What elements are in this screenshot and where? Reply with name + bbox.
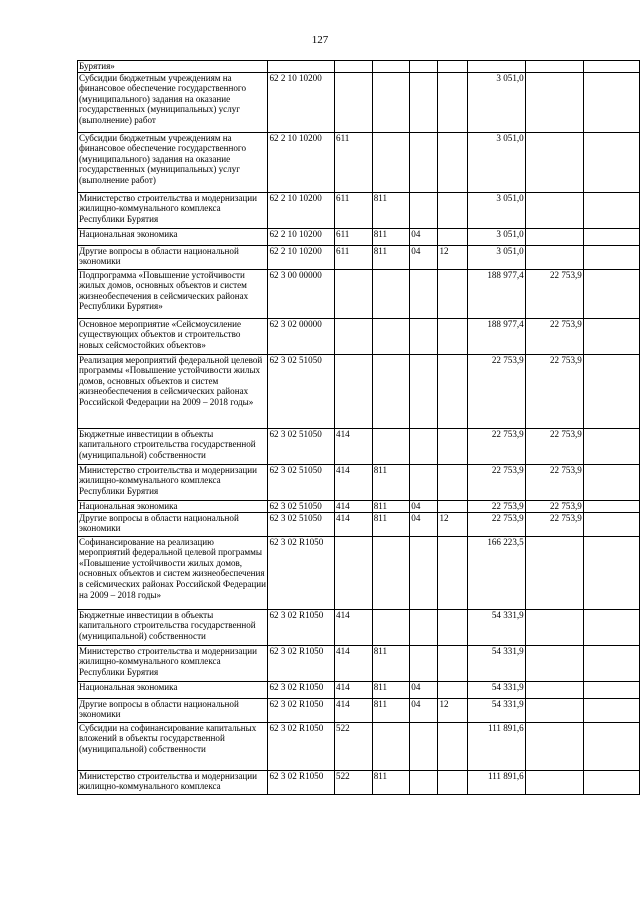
expense-type-cell [335, 72, 373, 132]
subsection-cell [438, 132, 467, 192]
item-name-cell: Министерство строительства и модернизации жилищно-коммунального комплекса Республики Бурятия [78, 192, 268, 228]
administrator-code-cell: 811 [372, 770, 410, 794]
section-cell [410, 318, 438, 354]
amount-year2-cell [525, 132, 583, 192]
amount-year1-cell: 22 753,9 [467, 354, 525, 428]
amount-year3-cell [583, 228, 639, 245]
item-name-cell: Подпрограмма «Повышение устойчивости жилых домов, основных объектов и систем жизнеобеспечения в сейсмических районах Республики Бурятия» [78, 269, 268, 318]
subsection-cell [438, 269, 467, 318]
administrator-code-cell: 811 [372, 512, 410, 536]
item-name-cell: Субсидии на софинансирование капитальных вложений в объекты государственной (муниципальной) собственности [78, 722, 268, 770]
expense-type-cell: 522 [335, 722, 373, 770]
table-row [78, 464, 640, 500]
budget-table-body [78, 61, 640, 795]
target-code-cell: 62 3 02 R1050 [268, 770, 335, 794]
administrator-code-cell: 811 [372, 228, 410, 245]
expense-type-cell: 414 [335, 512, 373, 536]
section-cell [410, 770, 438, 794]
expense-type-cell: 414 [335, 500, 373, 512]
table-row [78, 245, 640, 269]
subsection-cell [438, 61, 467, 73]
amount-year2-cell: 22 753,9 [525, 318, 583, 354]
item-name-cell: Другие вопросы в области национальной экономики [78, 698, 268, 722]
expense-type-cell: 414 [335, 428, 373, 464]
amount-year1-cell [467, 61, 525, 73]
section-cell: 04 [410, 500, 438, 512]
amount-year2-cell [525, 245, 583, 269]
amount-year2-cell: 22 753,9 [525, 512, 583, 536]
expense-type-cell [335, 354, 373, 428]
item-name-cell: Основное мероприятие «Сейсмоусиление существующих объектов и строительство новых сейсмостойких объектов» [78, 318, 268, 354]
expense-type-cell: 611 [335, 132, 373, 192]
target-code-cell: 62 3 02 R1050 [268, 698, 335, 722]
amount-year1-cell: 3 051,0 [467, 192, 525, 228]
amount-year2-cell [525, 536, 583, 609]
amount-year3-cell [583, 609, 639, 645]
table-row [78, 72, 640, 132]
table-row [78, 722, 640, 770]
section-cell [410, 132, 438, 192]
amount-year3-cell [583, 512, 639, 536]
amount-year1-cell: 111 891,6 [467, 722, 525, 770]
expense-type-cell: 414 [335, 609, 373, 645]
administrator-code-cell [372, 318, 410, 354]
section-cell: 04 [410, 228, 438, 245]
amount-year1-cell: 22 753,9 [467, 500, 525, 512]
section-cell [410, 609, 438, 645]
section-cell [410, 61, 438, 73]
table-row [78, 132, 640, 192]
amount-year2-cell [525, 681, 583, 698]
target-code-cell: 62 3 02 51050 [268, 428, 335, 464]
expense-type-cell [335, 536, 373, 609]
item-name-cell: Софинансирование на реализацию мероприятий федеральной целевой программы «Повышение устойчивости жилых домов, основных объектов и систем жизнеобеспечения в сейсмических районах Российской Федерации на 2009 – 2018 годы» [78, 536, 268, 609]
section-cell [410, 72, 438, 132]
item-name-cell: Субсидии бюджетным учреждениям на финансовое обеспечение государственного (муниципального) задания на оказание государственных (муниципальных) услуг (выполнение) работ [78, 72, 268, 132]
table-row [78, 770, 640, 794]
subsection-cell [438, 464, 467, 500]
table-row [78, 428, 640, 464]
administrator-code-cell [372, 428, 410, 464]
amount-year2-cell [525, 645, 583, 681]
section-cell [410, 428, 438, 464]
expense-type-cell: 611 [335, 228, 373, 245]
amount-year1-cell: 166 223,5 [467, 536, 525, 609]
amount-year2-cell: 22 753,9 [525, 428, 583, 464]
expense-type-cell: 414 [335, 698, 373, 722]
table-row [78, 192, 640, 228]
amount-year3-cell [583, 698, 639, 722]
expense-type-cell [335, 318, 373, 354]
amount-year3-cell [583, 428, 639, 464]
section-cell: 04 [410, 681, 438, 698]
section-cell: 04 [410, 245, 438, 269]
amount-year1-cell: 54 331,9 [467, 681, 525, 698]
administrator-code-cell: 811 [372, 192, 410, 228]
amount-year2-cell [525, 698, 583, 722]
amount-year3-cell [583, 500, 639, 512]
administrator-code-cell [372, 354, 410, 428]
subsection-cell [438, 428, 467, 464]
target-code-cell: 62 3 02 R1050 [268, 645, 335, 681]
section-cell [410, 354, 438, 428]
administrator-code-cell: 811 [372, 681, 410, 698]
section-cell: 04 [410, 512, 438, 536]
administrator-code-cell [372, 609, 410, 645]
amount-year3-cell [583, 354, 639, 428]
amount-year2-cell [525, 722, 583, 770]
table-row [78, 228, 640, 245]
target-code-cell: 62 3 02 51050 [268, 512, 335, 536]
section-cell: 04 [410, 698, 438, 722]
table-row [78, 500, 640, 512]
item-name-cell: Реализация мероприятий федеральной целевой программы «Повышение устойчивости жилых домов, основных объектов и систем жизнеобеспечения в сейсмических районах Российской Федерации на 2009 – 2018 годы» [78, 354, 268, 428]
amount-year1-cell: 22 753,9 [467, 464, 525, 500]
administrator-code-cell [372, 132, 410, 192]
amount-year3-cell [583, 681, 639, 698]
section-cell [410, 192, 438, 228]
item-name-cell: Бюджетные инвестиции в объекты капитального строительства государственной (муниципальной) собственности [78, 609, 268, 645]
amount-year2-cell [525, 770, 583, 794]
subsection-cell [438, 318, 467, 354]
administrator-code-cell: 811 [372, 645, 410, 681]
amount-year1-cell: 22 753,9 [467, 512, 525, 536]
administrator-code-cell [372, 269, 410, 318]
item-name-cell: Бурятия» [78, 61, 268, 73]
item-name-cell: Субсидии бюджетным учреждениям на финансовое обеспечение государственного (муниципального) задания на оказание государственных (муниципальных) услуг (выполнение работ) [78, 132, 268, 192]
target-code-cell: 62 2 10 10200 [268, 192, 335, 228]
subsection-cell [438, 770, 467, 794]
expense-type-cell: 414 [335, 681, 373, 698]
target-code-cell: 62 3 02 R1050 [268, 536, 335, 609]
amount-year3-cell [583, 192, 639, 228]
amount-year2-cell [525, 609, 583, 645]
amount-year1-cell: 22 753,9 [467, 428, 525, 464]
amount-year3-cell [583, 61, 639, 73]
amount-year2-cell: 22 753,9 [525, 269, 583, 318]
section-cell [410, 536, 438, 609]
subsection-cell [438, 645, 467, 681]
subsection-cell: 12 [438, 698, 467, 722]
table-row [78, 681, 640, 698]
subsection-cell [438, 72, 467, 132]
target-code-cell: 62 2 10 10200 [268, 228, 335, 245]
target-code-cell: 62 2 10 10200 [268, 132, 335, 192]
expense-type-cell: 414 [335, 645, 373, 681]
amount-year3-cell [583, 536, 639, 609]
administrator-code-cell: 811 [372, 698, 410, 722]
section-cell [410, 464, 438, 500]
table-row [78, 61, 640, 73]
amount-year1-cell: 3 051,0 [467, 245, 525, 269]
table-row [78, 536, 640, 609]
subsection-cell: 12 [438, 245, 467, 269]
target-code-cell: 62 3 00 00000 [268, 269, 335, 318]
target-code-cell: 62 2 10 10200 [268, 72, 335, 132]
amount-year1-cell: 54 331,9 [467, 645, 525, 681]
subsection-cell [438, 609, 467, 645]
amount-year1-cell: 3 051,0 [467, 132, 525, 192]
table-row [78, 512, 640, 536]
administrator-code-cell: 811 [372, 464, 410, 500]
subsection-cell [438, 536, 467, 609]
budget-table [77, 60, 640, 795]
subsection-cell [438, 722, 467, 770]
expense-type-cell: 522 [335, 770, 373, 794]
amount-year1-cell: 3 051,0 [467, 72, 525, 132]
subsection-cell: 12 [438, 512, 467, 536]
expense-type-cell: 611 [335, 245, 373, 269]
administrator-code-cell: 811 [372, 500, 410, 512]
target-code-cell: 62 3 02 51050 [268, 464, 335, 500]
amount-year1-cell: 188 977,4 [467, 318, 525, 354]
amount-year3-cell [583, 269, 639, 318]
item-name-cell: Другие вопросы в области национальной экономики [78, 512, 268, 536]
item-name-cell: Другие вопросы в области национальной экономики [78, 245, 268, 269]
amount-year2-cell [525, 192, 583, 228]
expense-type-cell [335, 269, 373, 318]
amount-year2-cell: 22 753,9 [525, 354, 583, 428]
page-number: 127 [311, 34, 329, 46]
administrator-code-cell [372, 722, 410, 770]
amount-year2-cell [525, 228, 583, 245]
subsection-cell [438, 228, 467, 245]
table-row [78, 318, 640, 354]
amount-year3-cell [583, 770, 639, 794]
item-name-cell: Министерство строительства и модернизации жилищно-коммунального комплекса Республики Бурятия [78, 645, 268, 681]
amount-year2-cell: 22 753,9 [525, 464, 583, 500]
table-row [78, 269, 640, 318]
section-cell [410, 645, 438, 681]
expense-type-cell: 414 [335, 464, 373, 500]
amount-year3-cell [583, 318, 639, 354]
amount-year3-cell [583, 464, 639, 500]
subsection-cell [438, 681, 467, 698]
amount-year2-cell [525, 61, 583, 73]
item-name-cell: Министерство строительства и модернизации жилищно-коммунального комплекса [78, 770, 268, 794]
amount-year1-cell: 3 051,0 [467, 228, 525, 245]
subsection-cell [438, 192, 467, 228]
amount-year3-cell [583, 245, 639, 269]
section-cell [410, 269, 438, 318]
administrator-code-cell [372, 61, 410, 73]
amount-year3-cell [583, 132, 639, 192]
target-code-cell [268, 61, 335, 73]
table-row [78, 698, 640, 722]
target-code-cell: 62 3 02 R1050 [268, 609, 335, 645]
item-name-cell: Национальная экономика [78, 228, 268, 245]
amount-year1-cell: 188 977,4 [467, 269, 525, 318]
amount-year3-cell [583, 645, 639, 681]
amount-year3-cell [583, 72, 639, 132]
expense-type-cell: 611 [335, 192, 373, 228]
table-row [78, 645, 640, 681]
table-row [78, 609, 640, 645]
table-row [78, 354, 640, 428]
subsection-cell [438, 500, 467, 512]
target-code-cell: 62 3 02 00000 [268, 318, 335, 354]
amount-year1-cell: 54 331,9 [467, 609, 525, 645]
target-code-cell: 62 3 02 R1050 [268, 681, 335, 698]
target-code-cell: 62 2 10 10200 [268, 245, 335, 269]
expense-type-cell [335, 61, 373, 73]
item-name-cell: Бюджетные инвестиции в объекты капитального строительства государственной (муниципальной) собственности [78, 428, 268, 464]
amount-year1-cell: 54 331,9 [467, 698, 525, 722]
target-code-cell: 62 3 02 51050 [268, 500, 335, 512]
section-cell [410, 722, 438, 770]
administrator-code-cell [372, 536, 410, 609]
administrator-code-cell [372, 72, 410, 132]
item-name-cell: Министерство строительства и модернизации жилищно-коммунального комплекса Республики Бурятия [78, 464, 268, 500]
amount-year3-cell [583, 722, 639, 770]
target-code-cell: 62 3 02 51050 [268, 354, 335, 428]
subsection-cell [438, 354, 467, 428]
item-name-cell: Национальная экономика [78, 500, 268, 512]
item-name-cell: Национальная экономика [78, 681, 268, 698]
administrator-code-cell: 811 [372, 245, 410, 269]
target-code-cell: 62 3 02 R1050 [268, 722, 335, 770]
amount-year2-cell [525, 72, 583, 132]
amount-year2-cell: 22 753,9 [525, 500, 583, 512]
amount-year1-cell: 111 891,6 [467, 770, 525, 794]
